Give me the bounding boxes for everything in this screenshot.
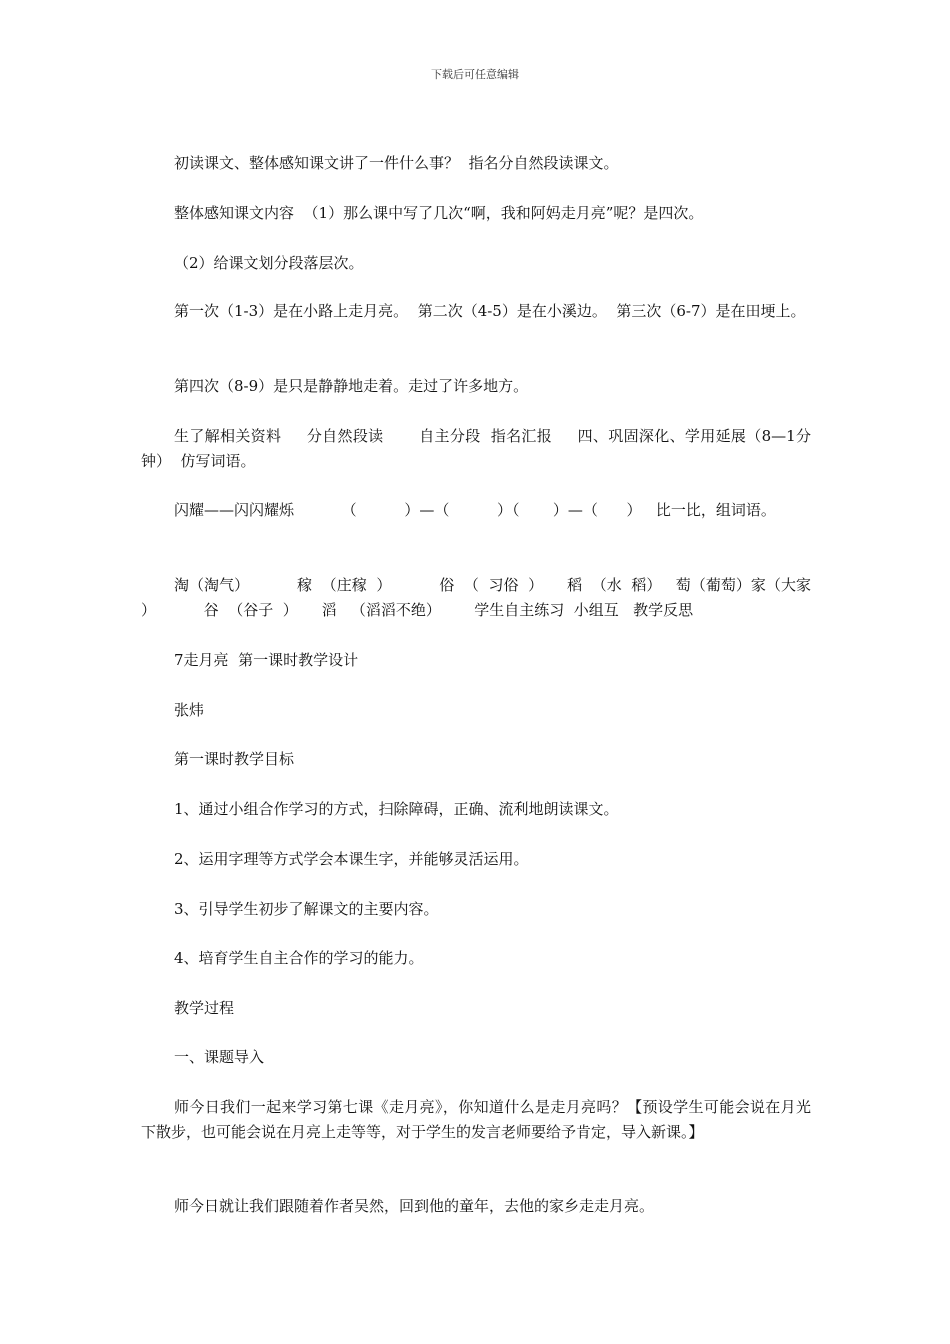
- paragraph: （2）给课文划分段落层次。: [174, 254, 364, 272]
- paragraph: 4、培育学生自主合作的学习的能力。: [174, 949, 424, 967]
- paragraph: 张炜: [174, 701, 205, 719]
- paragraph: 一、课题导入: [174, 1048, 265, 1066]
- paragraph: 初读课文、整体感知课文讲了一件什么事？ 指名分自然段读课文。: [174, 154, 619, 172]
- paragraph: 2、运用字理等方式学会本课生字，并能够灵活运用。: [174, 850, 529, 868]
- paragraph: 生了解相关资料 分自然段读 自主分段 指名汇报 四、巩固深化、学用延展（8—1分钟） 仿写词语。: [141, 427, 811, 470]
- page-header: 下载后可任意编辑: [431, 68, 519, 81]
- paragraph: 淘（淘气） 稼 （庄稼 ） 俗 （ 习俗 ） 稻 （水 稻） 萄（葡萄）家（大家 ） 谷 （谷子 ） 滔 （滔滔不绝） 学生自主练习 小组互 教学反思: [141, 576, 821, 619]
- paragraph: 7走月亮 第一课时教学设计: [174, 651, 359, 669]
- paragraph: 3、引导学生初步了解课文的主要内容。: [174, 900, 439, 918]
- paragraph: 师今日我们一起来学习第七课《走月亮》，你知道什么是走月亮吗？【预设学生可能会说在月光下散步，也可能会说在月亮上走等等，对于学生的发言老师要给予肯定，导入新课。】: [141, 1098, 811, 1141]
- paragraph: 教学过程: [174, 999, 235, 1017]
- paragraph: 1、通过小组合作学习的方式，扫除障碍，正确、流利地朗读课文。: [174, 800, 619, 818]
- paragraph: 第四次（8-9）是只是静静地走着。走过了许多地方。: [174, 377, 529, 395]
- paragraph: 第一课时教学目标: [174, 750, 295, 768]
- paragraph: 师今日就让我们跟随着作者吴然，回到他的童年，去他的家乡走走月亮。: [174, 1197, 655, 1215]
- paragraph: 第一次（1-3）是在小路上走月亮。 第二次（4-5）是在小溪边。 第三次（6-7）是在田埂上。: [174, 302, 806, 320]
- paragraph: 闪耀——闪闪耀烁 （ ）—（ ）（ ）—（ ） 比一比，组词语。: [174, 501, 776, 519]
- paragraph: 整体感知课文内容 （1）那么课中写了几次“啊，我和阿妈走月亮”呢？是四次。: [174, 204, 704, 222]
